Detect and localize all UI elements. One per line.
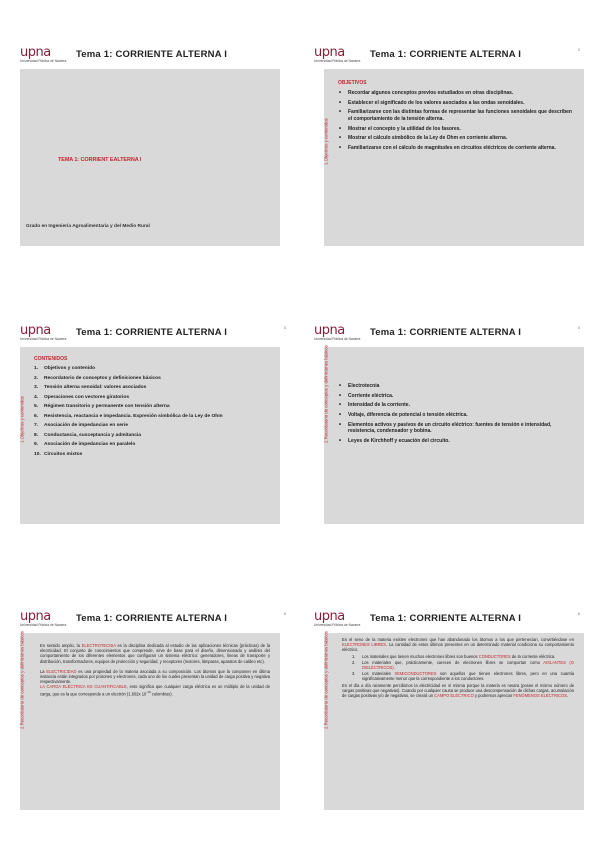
logo-subtitle: Universidad Pública de Navarra — [314, 623, 361, 627]
slide-header — [312, 608, 584, 630]
upna-logo — [20, 323, 67, 344]
logo-mark: upna — [20, 323, 51, 338]
logo-mark: upna — [314, 609, 345, 624]
list-item: 6. Resistencia, reactancia e impedancia. Expresión simbólica de la Ley de Ohm — [34, 413, 223, 419]
slide-body — [324, 69, 584, 246]
upna-logo — [314, 609, 361, 630]
slide-header — [18, 608, 290, 630]
slide-body — [20, 347, 280, 524]
list-item: 1. Los materiales que tienen muchos electrones libres son buenos CONDUCTORES de la corriente eléctrica. — [352, 653, 556, 659]
list-item: • Electrotecnia — [338, 383, 576, 389]
list-item: 2. Los materiales que, prácticamente, carecen de electrones libres se comportan como AISLANTES (O DIELÉCTRICOS). — [352, 659, 574, 671]
slide-body — [19, 630, 280, 810]
paragraph: La ELECTRICIDAD es una propiedad de la materia asociada a su composición. Los átomos que la componen en última instancia están integrados por protones y electrones, cada uno de los cuales presentan la unidad de carga positiva y negativa respectivamente. — [40, 668, 270, 685]
main-title: TEMA 1: CORRIENT EALTERNA I — [58, 157, 142, 163]
side-label: 1.Objetivos y contenidos — [323, 117, 329, 165]
list-item: 1. Objetivos y contenido — [34, 366, 96, 371]
slide-5 — [18, 608, 290, 810]
page-number: 5 — [283, 611, 286, 616]
logo-subtitle: Universidad Pública de Navarra — [20, 337, 67, 341]
list-item: • Mostrar el concepto y la utilidad de los fasores. — [338, 126, 576, 132]
section-heading: OBJETIVOS — [338, 80, 367, 86]
upna-logo — [20, 45, 67, 66]
contents-list — [34, 366, 272, 458]
paragraph: En el día a día raramente percibimos la electricidad en sí misma porque la materia es neutra (posee el mismo número de cargas positivas que negativas). Cuando por cualquier causa se produce una descompensación de dichas cargas, acumulación de cargas positivas y/o de negativas, se creará un CAMPO ELÉCTRICO y podremos apreciar FENÓMENOS ELÉCTRICOS. — [342, 682, 574, 699]
list-item: 4. Operaciones con vectores giratorios — [34, 394, 130, 400]
slide-2 — [312, 44, 584, 246]
side-label: 2.Recordatorio de conceptos y definiciones básicos — [323, 630, 329, 729]
slide-content — [338, 69, 576, 246]
slide-body — [20, 69, 280, 246]
page-number: 2 — [577, 47, 580, 52]
slide-title: Tema 1: CORRIENTE ALTERNA I — [76, 327, 228, 338]
side-label: 2.Recordatorio de conceptos y definiciones básicos — [323, 344, 329, 443]
upna-logo — [20, 609, 67, 630]
list-item: • Leyes de Kirchhoff y ecuación del circuito. — [338, 438, 576, 444]
list-item: • Corriente eléctrica. — [338, 393, 576, 399]
slide-title: Tema 1: CORRIENTE ALTERNA I — [370, 613, 522, 624]
slide-body — [323, 344, 584, 524]
slide-4 — [312, 322, 584, 524]
slide-title: Tema 1: CORRIENTE ALTERNA I — [370, 327, 522, 338]
list-item: 10. Circuitos mixtos — [34, 451, 83, 457]
logo-subtitle: Universidad Pública de Navarra — [314, 59, 361, 63]
slide-title: Tema 1: CORRIENTE ALTERNA I — [76, 613, 228, 624]
slide-title: Tema 1: CORRIENTE ALTERNA I — [370, 49, 522, 60]
list-item: • Familiarizarse con las distintas formas de representar las funciones senoidales que describen el comportamiento de la tensión alterna. — [338, 109, 576, 122]
slide-body — [323, 630, 584, 810]
list-item: 5. Régimen transitorio y permanente con tensión alterna — [34, 404, 170, 409]
list-item: 9. Asociación de impedancias en paralelo — [34, 442, 136, 447]
logo-mark: upna — [314, 323, 345, 338]
upna-logo — [314, 323, 361, 344]
logo-mark: upna — [314, 45, 345, 60]
slide-content — [34, 347, 272, 524]
list-item: • Familiarizarse con el cálculo de magnitudes en circuitos eléctricos de corriente alterna. — [338, 145, 576, 151]
list-item: 8. Conductancia, susceptancia y admitancia — [34, 432, 142, 438]
logo-mark: upna — [20, 609, 51, 624]
list-item: • Establecer el significado de los valores asociados a las ondas senoidales. — [338, 100, 576, 106]
slide-header — [18, 322, 290, 344]
slide-header — [312, 44, 584, 66]
materials-list — [342, 654, 574, 682]
paragraph: En el seno de la materia existen electrones que han abandonado los átomos a los que pertenecían, convirtiéndose en ELECTRONES LIBRES. La cantidad de estos últimos presentes en un determinado material condiciona su comportamiento eléctrico. — [342, 637, 574, 653]
objectives-list — [338, 90, 576, 151]
slide-header — [312, 322, 584, 344]
list-item: 2. Recordatorio de conceptos y definiciones básicos — [34, 375, 161, 381]
slide-content — [342, 637, 574, 810]
slide-content — [40, 643, 270, 810]
paragraph: En sentido amplio, la ELECTROTECNIA es la disciplina dedicada al estudio de las aplicaciones técnicas (prácticas) de la electricidad. El conjunto de conocimientos que comprende, sirve de base para el diseño, dimensionado y análisis del comportamiento de los diferentes elementos que configuran un sistema eléctrico: generadores, líneas de transporte y distribución, transformadores, equipos de protección y seguridad, y receptores (motores, lámparas, aparatos de caldeo etc). — [40, 643, 270, 664]
logo-subtitle: Universidad Pública de Navarra — [20, 59, 67, 63]
side-label: 1.Objetivos y contenidos — [19, 395, 25, 443]
list-item: • Mostrar el cálculo simbólico de la Ley de Ohm en corriente alterna. — [338, 135, 576, 141]
degree-footer: Grado en Ingeniería Agroalimentaria y del Medio Rural — [26, 224, 150, 229]
list-item: 7. Asociación de impedancias en serie — [34, 423, 128, 428]
list-item: 3. Los materiales SEMICONDUCTORES son aquellos que tienen electrones libres, pero en una cuantía significativamente menor que la correspondiente a los conductores. — [352, 671, 574, 682]
list-item: • Recordar algunos conceptos previos estudiados en otras disciplinas. — [338, 90, 576, 96]
upna-logo — [314, 45, 361, 66]
concepts-list — [338, 383, 576, 444]
slide-1 — [18, 44, 290, 246]
list-item: • Elementos activos y pasivos de un circuito eléctrico: fuentes de tensión e intensidad, resistencia, condensador y bobina. — [338, 422, 576, 435]
slide-3 — [18, 322, 290, 524]
page-number: 4 — [577, 325, 580, 330]
list-item: • Intensidad de la corriente. — [338, 402, 576, 408]
slide-content — [338, 383, 576, 524]
side-label: 2.Recordatorio de conceptos y definiciones básicos — [19, 630, 25, 729]
section-heading: CONTENIDOS — [34, 356, 68, 362]
slide-6 — [312, 608, 584, 810]
slide-title: Tema 1: CORRIENTE ALTERNA I — [76, 49, 228, 60]
paragraph: LA CARGA ELÉCTRICA ES CUANTIFICABLE, esto significa que cualquier carga eléctrica es un múltiplo de la unidad de carga, que es la que corresponde a un electrón (1.602x $10^{-19}$ culombios). — [40, 684, 270, 696]
logo-subtitle: Universidad Pública de Navarra — [20, 623, 67, 627]
logo-mark: upna — [20, 45, 51, 60]
list-item: 3. Tensión alterna senoidal: valores asociados — [34, 385, 147, 390]
list-item: • Voltaje, diferencia de potencial o tensión eléctrica. — [338, 412, 576, 418]
logo-subtitle: Universidad Pública de Navarra — [314, 337, 361, 341]
page-number: 6 — [577, 611, 580, 616]
page-number: 3 — [283, 325, 286, 330]
slide-header — [18, 44, 290, 66]
